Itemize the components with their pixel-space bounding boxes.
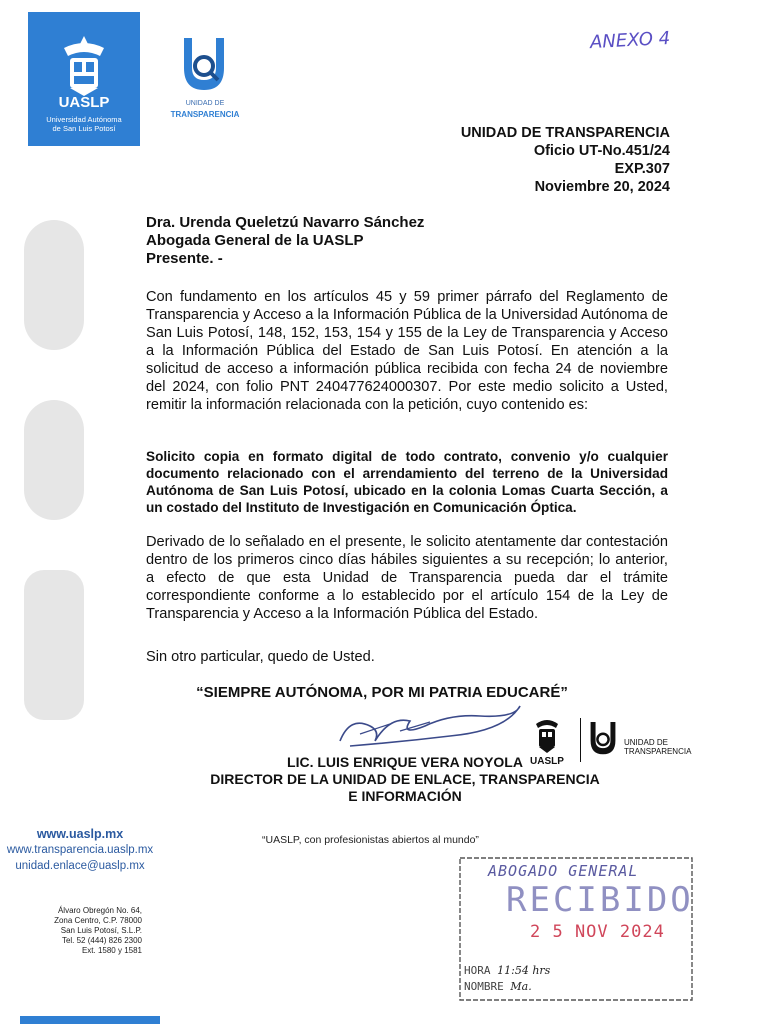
signatory-mini-logo-label: UASLP xyxy=(530,756,564,767)
institutional-motto: “SIEMPRE AUTÓNOMA, POR MI PATRIA EDUCARÉ” xyxy=(196,684,568,701)
recipient-position: Abogada General de la UASLP xyxy=(146,232,364,249)
transparency-magnifier-icon xyxy=(180,38,228,96)
email-link[interactable]: unidad.enlace@uaslp.mx xyxy=(15,860,145,872)
address-extension: Ext. 1580 y 1581 xyxy=(81,946,142,955)
stamp-received-label: RECIBIDO xyxy=(506,880,694,920)
header-oficio: Oficio UT-No.451/24 xyxy=(533,143,670,159)
stamp-time-label: HORA xyxy=(464,964,491,977)
stamp-name-value: Ma. xyxy=(510,980,532,993)
address-line3: San Luis Potosí, S.L.P. xyxy=(60,926,142,935)
uaslp-subtitle xyxy=(28,115,140,133)
footer-motto: “UASLP, con profesionistas abiertos al mundo” xyxy=(262,834,479,846)
stamp-time-row xyxy=(464,964,550,977)
ut-mini-magnifier-icon xyxy=(588,722,618,758)
uaslp-crest-icon xyxy=(58,34,110,98)
uaslp-subtitle-line1: Universidad Autónoma xyxy=(46,115,122,124)
header-expediente: EXP.307 xyxy=(614,161,670,177)
watermark-graphic xyxy=(14,220,94,730)
handwritten-annex-note: ANEXO 4 xyxy=(589,27,671,54)
ut-mini-label-line1: UNIDAD DE xyxy=(624,738,669,747)
website-link[interactable]: www.uaslp.mx xyxy=(36,827,124,841)
address-line2: Zona Centro, C.P. 78000 xyxy=(54,916,142,925)
stamp-name-row xyxy=(464,980,532,993)
stamp-office: ABOGADO GENERAL xyxy=(488,862,639,880)
document-header xyxy=(461,124,670,196)
footer-address xyxy=(0,906,142,956)
signatory-block xyxy=(180,754,630,805)
signatory-title-line2: E INFORMACIÓN xyxy=(348,788,462,804)
uaslp-mini-crest-icon xyxy=(534,716,560,754)
stamp-time-value: 11:54 hrs xyxy=(497,964,551,977)
recipient-block xyxy=(146,214,424,268)
ut-mini-label xyxy=(624,738,691,756)
transparency-website-link[interactable]: www.transparencia.uaslp.mx xyxy=(6,844,154,856)
body-paragraph-closing: Sin otro particular, quedo de Usted. xyxy=(146,649,375,665)
body-paragraph-legal-basis: Con fundamento en los artículos 45 y 59 primer párrafo del Reglamento de Transparencia y Acceso a la Información Pública de la Universidad Autónoma de San Luis Potosí, 148, 152, 153, 154 y 155 de la Ley de Transparencia y Acceso a la Información Pública del Estado de San Luis Potosí. En atención a la solicitud de acceso a información pública recibida con fecha 24 de noviembre del 2024, con folio PNT 240477624000307. Por este medio solicito a Usted, remitir la información relacionada con la petición, cuyo contenido es: xyxy=(146,289,668,413)
uaslp-subtitle-line2: de San Luis Potosí xyxy=(52,124,116,133)
stamp-date: 2 5 NOV 2024 xyxy=(530,922,665,942)
handwritten-signature xyxy=(330,696,530,756)
header-office: UNIDAD DE TRANSPARENCIA xyxy=(460,125,670,141)
ut-logo-line1: UNIDAD DE xyxy=(185,100,225,107)
body-paragraph-instruction: Derivado de lo señalado en el presente, le solicito atentamente dar contestación dentro de los primeros cinco días hábiles siguientes a su recepción; lo anterior, a efecto de que esta Unidad de Transparencia pueda dar el trámite correspondiente conforme a lo establecido por el artículo 154 de la Ley de Transparencia y Acceso a la Información Pública del Estado. xyxy=(146,534,668,622)
signatory-name: LIC. LUIS ENRIQUE VERA NOYOLA xyxy=(287,754,523,770)
recipient-greeting: Presente. - xyxy=(146,250,223,267)
transparency-unit-logo xyxy=(160,38,250,128)
signatory-title-line1: DIRECTOR DE LA UNIDAD DE ENLACE, TRANSPARENCIA xyxy=(210,771,600,787)
footer-contact xyxy=(0,826,160,874)
ut-logo-line2: TRANSPARENCIA xyxy=(170,110,240,119)
body-paragraph-request-content: Solicito copia en formato digital de todo contrato, convenio y/o cualquier documento relacionado con el arrendamiento del terreno de la Universidad Autónoma de San Luis Potosí, ubicado en la colonia Lomas Cuarta Sección, a un costado del Instituto de Investigación en Comunicación Óptica. xyxy=(146,449,668,515)
stamp-name-label: NOMBRE xyxy=(464,980,504,993)
received-stamp xyxy=(458,856,694,1002)
address-phone: Tel. 52 (444) 826 2300 xyxy=(61,936,142,945)
recipient-name: Dra. Urenda Queletzú Navarro Sánchez xyxy=(146,214,425,231)
header-date: Noviembre 20, 2024 xyxy=(534,179,670,195)
uaslp-name: UASLP xyxy=(58,94,110,111)
ut-mini-label-line2: TRANSPARENCIA xyxy=(624,747,692,756)
uaslp-logo xyxy=(28,12,140,146)
address-line1: Álvaro Obregón No. 64, xyxy=(57,906,142,915)
footer-accent-bar xyxy=(20,1016,160,1024)
